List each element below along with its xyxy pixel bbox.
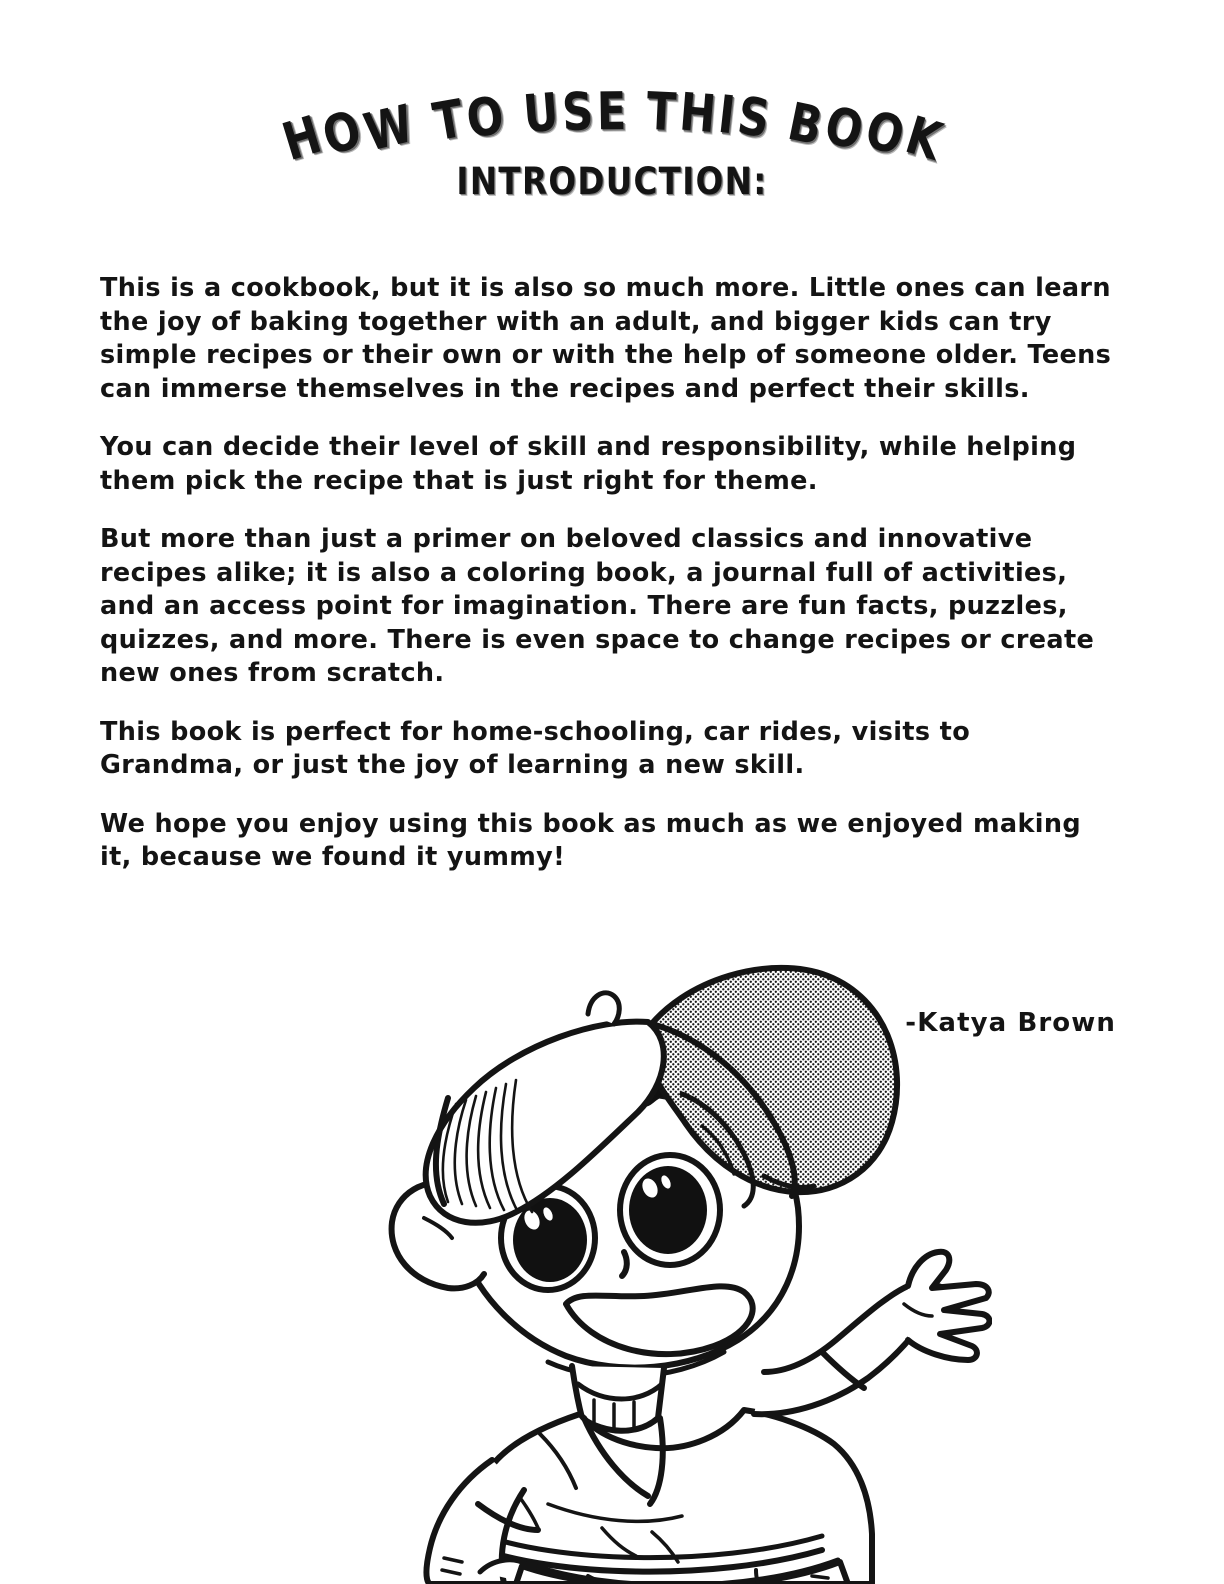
introduction-body (100, 272, 1120, 875)
title-letter: T (645, 81, 678, 144)
title-letter: S (561, 81, 595, 144)
title-letter: H (677, 82, 718, 146)
title-letter: E (596, 81, 627, 143)
cap-button (588, 993, 619, 1024)
title-letter: S (733, 86, 773, 150)
intro-paragraph: But more than just a primer on beloved classics and innovative recipes alike; it is also a coloring book, a journal full of activities, and an access point for imagination. There are fun facts, puzzles, quizzes, and more. There is even space to change recipes or create new ones from scratch. (100, 524, 1104, 688)
pants-crease (812, 1576, 828, 1578)
intro-paragraph: This is a cookbook, but it is also so much more. Little ones can learn the joy of baking together with an adult, and bigger kids can try simple recipes or their own or with the help of someone older. Teens can immerse themselves in the recipes and perfect their skills. (100, 273, 1121, 404)
title-letter: O (462, 85, 508, 151)
title-letter: B (783, 92, 828, 158)
author-signature: -Katya Brown (905, 1008, 1116, 1038)
intro-paragraph: We hope you enjoy using this book as much as we enjoyed making it, because we found it yummy! (100, 808, 1091, 872)
page-header (0, 0, 1224, 230)
introduction-heading: INTRODUCTION: (456, 160, 768, 203)
cartoon-boy-svg (352, 948, 992, 1584)
right-hand (908, 1252, 990, 1360)
intro-paragraph: You can decide their level of skill and responsibility, while helping them pick the recipe that is just right for theme. (100, 432, 1086, 496)
title-letter: I (715, 84, 739, 147)
title-letter: H (276, 105, 329, 174)
title-letter: O (858, 99, 910, 168)
title-letter: U (521, 82, 562, 146)
title-letter: W (358, 94, 419, 164)
cartoon-boy-illustration (352, 948, 992, 1584)
title-letter: O (316, 99, 368, 168)
title-letter: O (819, 95, 869, 163)
title-letter: K (898, 105, 948, 173)
title-letter: T (428, 89, 468, 154)
intro-paragraph: This book is perfect for home-schooling, car rides, visits to Grandma, or just the joy of learning a new skill. (100, 716, 980, 780)
